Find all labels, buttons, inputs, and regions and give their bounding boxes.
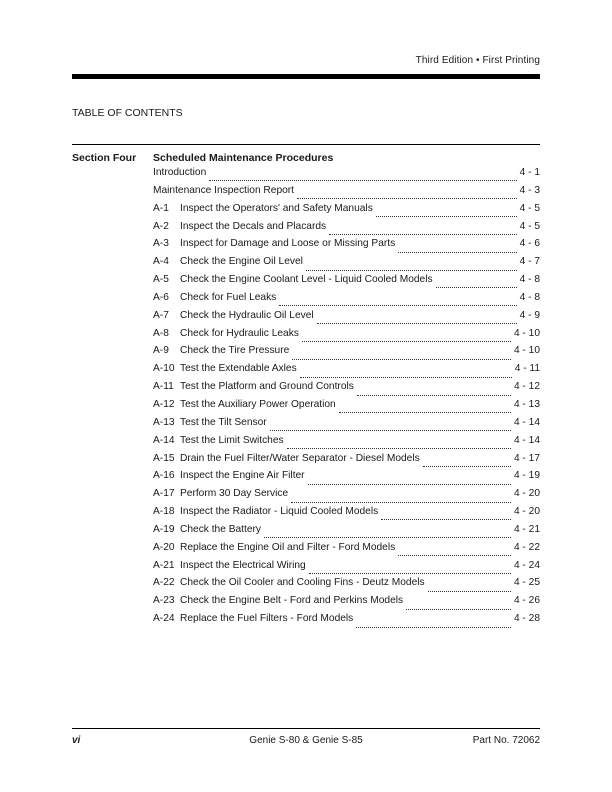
dot-leader <box>356 619 511 628</box>
toc-entry[interactable] <box>153 328 540 346</box>
toc-list <box>153 167 540 631</box>
toc-entry[interactable] <box>153 185 540 203</box>
footer-model: Genie S-80 & Genie S-85 <box>249 735 363 746</box>
toc-entry-code: A-1 <box>153 202 169 214</box>
toc-entry-page: 4 - 8 <box>519 274 540 286</box>
toc-entry-title: Check the Battery <box>180 523 261 535</box>
toc-entry-page: 4 - 28 <box>513 613 540 625</box>
toc-entry[interactable] <box>153 345 540 363</box>
header-rule <box>72 74 540 79</box>
toc-entry-code: A-16 <box>153 470 175 482</box>
toc-entry-title: Check for Hydraulic Leaks <box>180 327 299 339</box>
toc-entry[interactable] <box>153 381 540 399</box>
toc-entry[interactable] <box>153 560 540 578</box>
dot-leader <box>406 601 511 610</box>
toc-entry[interactable] <box>153 524 540 542</box>
dot-leader <box>428 583 511 592</box>
toc-entry-page: 4 - 11 <box>514 363 540 375</box>
toc-entry-title: Test the Limit Switches <box>180 434 284 446</box>
dot-leader <box>306 262 517 271</box>
toc-entry[interactable] <box>153 167 540 185</box>
toc-entry-page: 4 - 14 <box>513 416 540 428</box>
toc-entry-code: A-15 <box>153 452 175 464</box>
toc-entry[interactable] <box>153 453 540 471</box>
toc-entry-title: Inspect the Engine Air Filter <box>180 470 305 482</box>
dot-leader <box>357 387 511 396</box>
footer-page-number: vi <box>72 735 81 746</box>
toc-entry-page: 4 - 25 <box>513 577 540 589</box>
dot-leader <box>264 529 511 538</box>
toc-entry-page: 4 - 12 <box>513 381 540 393</box>
section-divider <box>72 144 540 145</box>
toc-entry[interactable] <box>153 310 540 328</box>
toc-entry[interactable] <box>153 435 540 453</box>
toc-entry-title: Test the Extendable Axles <box>180 363 297 375</box>
toc-entry-code: A-13 <box>153 416 175 428</box>
toc-entry-title: Check the Hydraulic Oil Level <box>180 309 314 321</box>
toc-entry[interactable] <box>153 256 540 274</box>
toc-entry-code: A-10 <box>153 363 175 375</box>
toc-entry-title: Replace the Fuel Filters - Ford Models <box>180 613 354 625</box>
dot-leader <box>302 333 511 342</box>
toc-entry[interactable] <box>153 595 540 613</box>
section-label: Section Four <box>72 152 137 164</box>
toc-entry[interactable] <box>153 506 540 524</box>
toc-entry-code: A-6 <box>153 291 169 303</box>
dot-leader <box>308 476 511 485</box>
toc-entry-title: Replace the Engine Oil and Filter - Ford Models <box>180 541 396 553</box>
footer-rule <box>72 728 540 729</box>
toc-entry[interactable] <box>153 488 540 506</box>
toc-entry-page: 4 - 19 <box>513 470 540 482</box>
toc-entry-code: A-8 <box>153 327 169 339</box>
dot-leader <box>376 208 517 217</box>
toc-entry-title: Test the Tilt Sensor <box>180 416 267 428</box>
toc-entry-code: A-22 <box>153 577 175 589</box>
toc-entry-title: Inspect the Operators' and Safety Manuals <box>180 202 373 214</box>
toc-entry-page: 4 - 21 <box>513 523 540 535</box>
toc-entry-title: Check the Engine Oil Level <box>180 256 303 268</box>
toc-entry-page: 4 - 8 <box>519 291 540 303</box>
toc-entry[interactable] <box>153 221 540 239</box>
toc-entry-title: Test the Auxiliary Power Operation <box>180 398 336 410</box>
toc-entry-code: A-17 <box>153 488 175 500</box>
dot-leader <box>423 458 511 467</box>
toc-entry[interactable] <box>153 399 540 417</box>
toc-entry-title: Inspect the Radiator - Liquid Cooled Models <box>180 506 379 518</box>
dot-leader <box>309 565 511 574</box>
toc-entry-code: A-7 <box>153 309 169 321</box>
toc-entry-code: A-24 <box>153 613 175 625</box>
toc-entry[interactable] <box>153 470 540 488</box>
toc-entry-code: A-23 <box>153 595 175 607</box>
dot-leader <box>270 422 511 431</box>
toc-entry-title: Maintenance Inspection Report <box>153 184 295 196</box>
toc-entry-title: Check for Fuel Leaks <box>180 291 277 303</box>
toc-entry-code: A-14 <box>153 434 175 446</box>
section-title: Scheduled Maintenance Procedures <box>153 152 334 164</box>
toc-entry-page: 4 - 26 <box>513 595 540 607</box>
toc-entry[interactable] <box>153 274 540 292</box>
toc-entry[interactable] <box>153 238 540 256</box>
toc-entry-title: Check the Engine Coolant Level - Liquid Cooled Models <box>180 274 433 286</box>
toc-entry-code: A-12 <box>153 398 175 410</box>
dot-leader <box>292 351 511 360</box>
toc-entry-title: Inspect for Damage and Loose or Missing Parts <box>180 238 396 250</box>
toc-entry-page: 4 - 5 <box>519 202 540 214</box>
toc-entry-code: A-2 <box>153 220 169 232</box>
toc-entry[interactable] <box>153 203 540 221</box>
dot-leader <box>209 172 516 181</box>
dot-leader <box>300 369 512 378</box>
toc-entry-page: 4 - 24 <box>513 559 540 571</box>
toc-entry-page: 4 - 14 <box>513 434 540 446</box>
toc-entry-code: A-11 <box>153 381 174 393</box>
dot-leader <box>291 494 511 503</box>
toc-entry-page: 4 - 6 <box>519 238 540 250</box>
toc-entry-code: A-19 <box>153 523 175 535</box>
toc-entry-title: Perform 30 Day Service <box>180 488 289 500</box>
dot-leader <box>339 404 511 413</box>
toc-entry-code: A-5 <box>153 274 169 286</box>
toc-entry-page: 4 - 17 <box>513 452 540 464</box>
toc-entry[interactable] <box>153 363 540 381</box>
toc-entry-page: 4 - 5 <box>519 220 540 232</box>
dot-leader <box>398 547 511 556</box>
toc-entry-page: 4 - 20 <box>513 506 540 518</box>
toc-entry[interactable] <box>153 613 540 631</box>
toc-entry-title: Check the Tire Pressure <box>180 345 290 357</box>
toc-entry[interactable] <box>153 292 540 310</box>
toc-entry-page: 4 - 10 <box>513 345 540 357</box>
dot-leader <box>398 244 516 253</box>
toc-entry-title: Check the Oil Cooler and Cooling Fins - Deutz Models <box>180 577 425 589</box>
toc-entry-code: A-20 <box>153 541 175 553</box>
toc-entry-page: 4 - 3 <box>519 184 540 196</box>
toc-entry-title: Inspect the Electrical Wiring <box>180 559 306 571</box>
toc-entry[interactable] <box>153 577 540 595</box>
toc-entry-title: Check the Engine Belt - Ford and Perkins Models <box>180 595 404 607</box>
toc-entry-page: 4 - 13 <box>513 398 540 410</box>
dot-leader <box>317 315 517 324</box>
toc-entry-code: A-18 <box>153 506 175 518</box>
toc-entry[interactable] <box>153 417 540 435</box>
page-title: TABLE OF CONTENTS <box>72 107 183 119</box>
dot-leader <box>436 279 517 288</box>
toc-entry-page: 4 - 9 <box>519 309 540 321</box>
toc-entry-code: A-21 <box>153 559 175 571</box>
dot-leader <box>279 297 516 306</box>
toc-entry-code: A-3 <box>153 238 169 250</box>
toc-entry-page: 4 - 10 <box>513 327 540 339</box>
toc-entry-title: Drain the Fuel Filter/Water Separator - Diesel Models <box>180 452 420 464</box>
dot-leader <box>381 511 511 520</box>
dot-leader <box>329 226 517 235</box>
toc-entry-title: Test the Platform and Ground Controls <box>180 381 354 393</box>
toc-entry-code: A-9 <box>153 345 169 357</box>
dot-leader <box>297 190 517 199</box>
footer-part-number: Part No. 72062 <box>472 735 540 746</box>
toc-entry-code: A-4 <box>153 256 169 268</box>
dot-leader <box>287 440 511 449</box>
toc-entry-title: Inspect the Decals and Placards <box>180 220 327 232</box>
edition-label: Third Edition • First Printing <box>415 55 540 66</box>
toc-entry-page: 4 - 22 <box>513 541 540 553</box>
toc-entry-title: Introduction <box>153 167 207 178</box>
toc-entry[interactable] <box>153 542 540 560</box>
toc-entry-page: 4 - 7 <box>519 256 540 268</box>
toc-entry-page: 4 - 1 <box>519 167 540 178</box>
toc-entry-page: 4 - 20 <box>513 488 540 500</box>
